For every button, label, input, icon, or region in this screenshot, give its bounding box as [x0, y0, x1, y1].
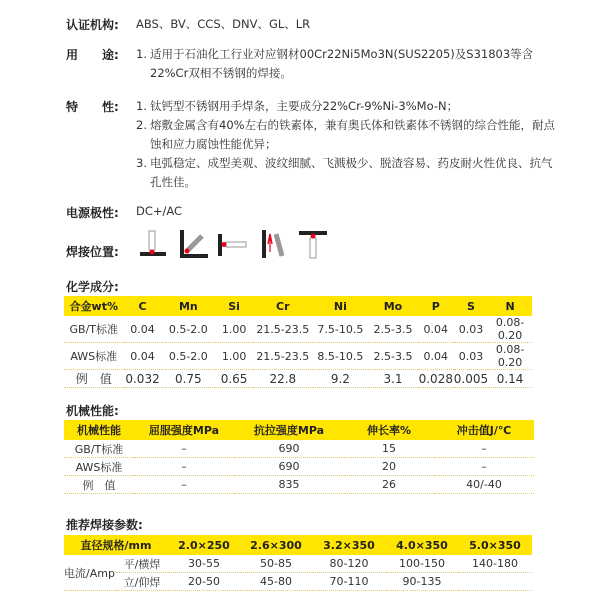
table-row: [64, 476, 534, 494]
mech-header-row: [64, 420, 534, 440]
table-cell: 2.5-3.5: [368, 316, 418, 343]
mech-title: 机械性能:: [66, 404, 119, 418]
cert-value: ABS、BV、CCS、DNV、GL、LR: [136, 17, 311, 31]
flat-position-icon: [136, 228, 170, 260]
table-row: [64, 343, 532, 370]
table-cell: 0.04: [124, 316, 162, 343]
chem-header: P: [418, 296, 454, 316]
table-cell: 140-180: [458, 555, 532, 573]
mech-header: 冲击值J/℃: [434, 420, 534, 440]
params-header: 3.2×350: [312, 535, 386, 555]
params-header: 4.0×350: [386, 535, 458, 555]
params-header: 2.6×300: [240, 535, 312, 555]
features-label: 特 性:: [66, 100, 119, 114]
mech-header: 伸长率%: [344, 420, 434, 440]
table-cell: –: [434, 440, 534, 458]
table-cell: 40/-40: [434, 476, 534, 494]
table-cell: 0.04: [418, 316, 454, 343]
usage-item-number: 1.: [136, 47, 147, 61]
table-cell: 0.04: [418, 343, 454, 370]
table-cell: 0.04: [124, 343, 162, 370]
params-group-label: 电流/Amp: [64, 555, 116, 591]
chem-title: 化学成分:: [66, 280, 119, 294]
polarity-label: 电源极性:: [66, 206, 119, 220]
feature-item: [136, 154, 556, 192]
table-cell: 0.03: [454, 316, 488, 343]
table-cell: 70-110: [312, 573, 386, 591]
table-cell: 22.8: [253, 370, 313, 388]
table-row: [64, 440, 534, 458]
chem-header: Mn: [162, 296, 216, 316]
table-cell: 1.00: [215, 343, 253, 370]
table-cell: 15: [344, 440, 434, 458]
table-row: [64, 573, 532, 591]
table-cell: –: [134, 458, 234, 476]
mech-header: 机械性能: [64, 420, 134, 440]
table-cell: 1.00: [215, 316, 253, 343]
table-cell: [458, 573, 532, 591]
table-cell: 例 值: [64, 476, 134, 494]
table-cell: 20: [344, 458, 434, 476]
feature-item-number: 2.: [136, 118, 147, 132]
table-cell: 50-85: [240, 555, 312, 573]
feature-item-text: 钛钙型不锈钢用手焊条，主要成分22%Cr-9%Ni-3%Mo-N；: [150, 99, 459, 113]
table-cell: 0.5-2.0: [162, 343, 216, 370]
chem-header: Ni: [313, 296, 369, 316]
table-row: [64, 458, 534, 476]
chem-header: S: [454, 296, 488, 316]
welding-positions: [136, 228, 330, 260]
polarity-value: DC+/AC: [136, 204, 183, 218]
table-cell: –: [134, 440, 234, 458]
table-cell: 690: [234, 458, 344, 476]
features-list: [136, 97, 556, 192]
mech-header: 屈服强度MPa: [134, 420, 234, 440]
table-cell: 0.75: [162, 370, 216, 388]
horizontal-position-icon: [216, 228, 250, 260]
table-cell: AWS标准: [64, 458, 134, 476]
table-cell: 0.08-0.20: [488, 343, 532, 370]
table-cell: –: [134, 476, 234, 494]
table-cell: 90-135: [386, 573, 458, 591]
table-cell: 26: [344, 476, 434, 494]
feature-item: [136, 97, 556, 116]
table-cell: 8.5-10.5: [313, 343, 369, 370]
chem-header: C: [124, 296, 162, 316]
table-cell: 0.03: [454, 343, 488, 370]
table-cell: 3.1: [368, 370, 418, 388]
params-title: 推荐焊接参数:: [66, 518, 143, 532]
chem-table: [64, 296, 532, 388]
table-row: [64, 555, 532, 573]
vertical-up-icon: [256, 228, 290, 260]
table-cell: 21.5-23.5: [253, 316, 313, 343]
table-cell: 0.028: [418, 371, 453, 386]
usage-label: 用 途:: [66, 48, 119, 62]
overhead-position-icon: [296, 228, 330, 260]
feature-item: [136, 116, 556, 154]
table-cell: 45-80: [240, 573, 312, 591]
table-cell: –: [434, 458, 534, 476]
chem-header: Mo: [368, 296, 418, 316]
usage-item-text: 适用于石油化工行业对应钢材00Cr22Ni5Mo3N(SUS2205)及S31803等含 22%Cr双相不锈钢的焊接。: [150, 47, 534, 80]
table-cell: 0.14: [488, 370, 532, 388]
horizontal-fillet-icon: [176, 228, 210, 260]
params-position: 立/仰焊: [116, 573, 168, 591]
table-cell: AWS标准: [64, 343, 124, 370]
table-cell: 20-50: [168, 573, 240, 591]
table-cell: 7.5-10.5: [313, 316, 369, 343]
table-cell: 690: [234, 440, 344, 458]
table-cell: 21.5-23.5: [253, 343, 313, 370]
chem-header-row: [64, 296, 532, 316]
feature-item-text: 熔敷金属含有40%左右的铁素体，兼有奥氏体和铁素体不锈钢的综合性能，耐点蚀和应力腐蚀性能优异；: [150, 118, 556, 151]
table-cell: 0.65: [215, 370, 253, 388]
table-cell: 30-55: [168, 555, 240, 573]
chem-header: Cr: [253, 296, 313, 316]
table-cell: 0.032: [125, 371, 160, 386]
params-header: 2.0×250: [168, 535, 240, 555]
table-cell: 0.005: [453, 371, 489, 386]
mech-header: 抗拉强度MPa: [234, 420, 344, 440]
table-cell: GB/T标准: [64, 316, 124, 343]
cert-label: 认证机构:: [66, 18, 119, 32]
params-table: [64, 535, 532, 591]
chem-header: Si: [215, 296, 253, 316]
chem-header: 合金wt%: [64, 296, 124, 316]
feature-item-text: 电弧稳定、成型美观、波纹细腻、飞溅极少、脱渣容易、药皮耐火性优良、抗气孔性佳。: [150, 156, 553, 189]
feature-item-number: 3.: [136, 156, 147, 170]
positions-label: 焊接位置:: [66, 245, 119, 259]
feature-item-number: 1.: [136, 99, 147, 113]
table-cell: 100-150: [386, 555, 458, 573]
table-cell: GB/T标准: [64, 440, 134, 458]
table-cell: 0.5-2.0: [162, 316, 216, 343]
params-header: 5.0×350: [458, 535, 532, 555]
table-cell: 例 值: [64, 370, 124, 388]
table-cell: 0.08-0.20: [488, 316, 532, 343]
table-cell: 9.2: [313, 370, 369, 388]
table-cell: 835: [234, 476, 344, 494]
chem-header: N: [488, 296, 532, 316]
params-header-row: [64, 535, 532, 555]
params-position: 平/横焊: [116, 555, 168, 573]
usage-list: [136, 45, 556, 83]
usage-item: [136, 45, 556, 83]
table-row: [64, 370, 532, 388]
table-cell: 80-120: [312, 555, 386, 573]
table-cell: 2.5-3.5: [368, 343, 418, 370]
params-header: 直径规格/mm: [64, 535, 168, 555]
table-row: [64, 316, 532, 343]
mech-table: [64, 420, 534, 494]
